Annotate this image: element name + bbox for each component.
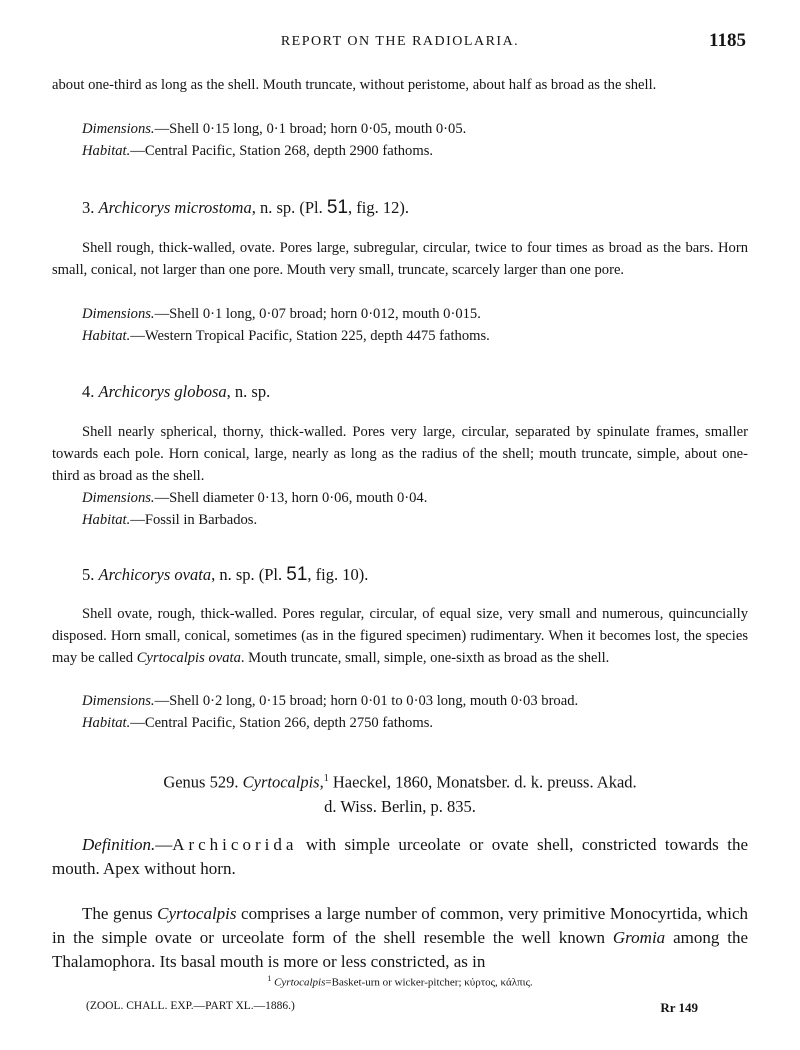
habitat-line [82, 140, 748, 162]
habitat-line [82, 325, 748, 347]
discussion-part-a: The genus [82, 904, 158, 923]
genus-discussion [52, 902, 748, 974]
species-4-description [52, 421, 748, 487]
species-name: Archicorys ovata [98, 565, 212, 584]
discussion-part-c: among the Thalamophora. Its basal mouth is more or less constricted, as in [52, 928, 749, 971]
habitat-text: —Fossil in Barbados. [130, 512, 258, 528]
species-suffix: , n. sp. (Pl. [211, 565, 287, 584]
dimensions-text: —Shell diameter 0·13, horn 0·06, mouth 0·04. [154, 490, 428, 506]
genus-name: Cyrtocalpis, [242, 772, 324, 792]
species-number: 4. [82, 382, 95, 401]
species-heading-4 [52, 382, 748, 402]
species-heading-3 [52, 197, 748, 219]
discussion-part-b: comprises a large number of common, very primitive Monocyrtida, which in the simple ovate or urceolate form of the shell resemble the well known [52, 904, 748, 947]
species-4-meta [52, 487, 748, 531]
dimensions-label: Dimensions. [82, 306, 155, 322]
definition-family: Archicorida [172, 835, 298, 854]
species-3-meta [52, 303, 748, 347]
description-paragraph: Shell rough, thick-walled, ovate. Pores large, subregular, circular, twice to four times as broad as the bars. Horn small, conical, not larger than one pore. Mouth very small, truncate, scarcely larger than one pore. [52, 240, 748, 278]
dimensions-label: Dimensions. [82, 693, 155, 709]
discussion-genus-name: Cyrtocalpis [157, 904, 237, 923]
fig-ref: , fig. 10). [307, 565, 369, 584]
species-suffix: , n. sp. (Pl. [251, 198, 327, 217]
page-footer [86, 1000, 698, 1015]
genus-heading [52, 767, 748, 819]
definition-text: with simple urceolate or ovate shell, constricted towards the mouth. Apex without horn. [52, 835, 748, 878]
description-italic-name: Cyrtocalpis ovata [136, 650, 241, 666]
footnote [0, 974, 800, 989]
plate-number: 51 [326, 197, 349, 218]
dimensions-text: —Shell 0·2 long, 0·15 broad; horn 0·01 to 0·03 long, mouth 0·03 broad. [154, 693, 579, 709]
discussion-gromia: Gromia [612, 928, 666, 947]
definition-paragraph [52, 833, 748, 881]
definition-label: Definition. [82, 835, 156, 854]
dimensions-text: —Shell 0·15 long, 0·1 broad; horn 0·05, mouth 0·05. [154, 121, 467, 137]
definition-dash: — [155, 835, 173, 854]
dimensions-label: Dimensions. [82, 121, 155, 137]
signature-mark: Rr 149 [660, 1000, 698, 1015]
dimensions-line [82, 487, 748, 509]
habitat-line [82, 509, 748, 531]
habitat-line [82, 712, 748, 734]
species-suffix: , n. sp. [226, 382, 271, 401]
genus-heading-line-1 [52, 767, 748, 795]
dimensions-line [82, 690, 748, 712]
habitat-text: —Central Pacific, Station 266, depth 2750 fathoms. [130, 715, 434, 731]
genus-citation: Haeckel, 1860, Monatsber. d. k. preuss. Akad. [328, 772, 637, 792]
footer-imprint: (ZOOL. CHALL. EXP.—PART XL.—1886.) [86, 1000, 295, 1012]
running-head [0, 30, 800, 54]
species-heading-5 [52, 564, 748, 586]
habitat-label: Habitat. [82, 143, 131, 159]
running-title: REPORT ON THE RADIOLARIA. [280, 34, 520, 49]
page-number: 1185 [709, 30, 746, 51]
footnote-ref: 1 [323, 773, 329, 784]
description-part-b: . Mouth truncate, small, simple, one-sixth as broad as the shell. [240, 650, 610, 666]
species-5-meta [52, 690, 748, 734]
description-paragraph: Shell nearly spherical, thorny, thick-walled. Pores very large, circular, separated by spinulate frames, smaller towards each pole. Horn conical, large, nearly as long as the radius of the shell; mouth truncate, simple, about one-third as broad as the shell. [52, 424, 748, 484]
description-part-a: Shell ovate, rough, thick-walled. Pores regular, circular, of equal size, very small and numerous, quincuncially disposed. Horn small, conical, sometimes (as in the figured specimen) rudimentary. When it becomes lost, the species may be called [52, 606, 748, 666]
footnote-term: Cyrtocalpis [274, 976, 326, 989]
dimensions-line [82, 118, 748, 140]
species-3-description [52, 237, 748, 281]
habitat-text: —Western Tropical Pacific, Station 225, depth 4475 fathoms. [130, 328, 490, 344]
habitat-label: Habitat. [82, 512, 131, 528]
habitat-label: Habitat. [82, 715, 131, 731]
footnote-mark: 1 [267, 974, 272, 983]
species-name: Archicorys globosa [98, 382, 227, 401]
definition-block [52, 833, 748, 881]
species-5-description [52, 603, 748, 669]
fig-ref: , fig. 12). [348, 198, 409, 217]
dimensions-text: —Shell 0·1 long, 0·07 broad; horn 0·012, mouth 0·015. [154, 306, 481, 322]
continuation-meta [52, 118, 748, 162]
continuation-block [52, 74, 748, 96]
plate-number: 51 [286, 564, 308, 585]
dimensions-line [82, 303, 748, 325]
continued-paragraph: about one-third as long as the shell. Mouth truncate, without peristome, about half as broad as the shell. [52, 77, 657, 93]
species-name: Archicorys microstoma [98, 198, 252, 217]
dimensions-label: Dimensions. [82, 490, 155, 506]
habitat-label: Habitat. [82, 328, 131, 344]
description-paragraph [52, 603, 748, 669]
species-number: 3. [82, 198, 95, 217]
footnote-text: =Basket-urn or wicker-pitcher; κύρτος, κάλπις. [325, 976, 533, 989]
genus-heading-line-2: d. Wiss. Berlin, p. 835. [324, 796, 476, 816]
species-number: 5. [82, 565, 95, 584]
genus-prefix: Genus 529. [163, 772, 243, 792]
habitat-text: —Central Pacific, Station 268, depth 2900 fathoms. [130, 143, 434, 159]
discussion-paragraph [52, 902, 748, 974]
